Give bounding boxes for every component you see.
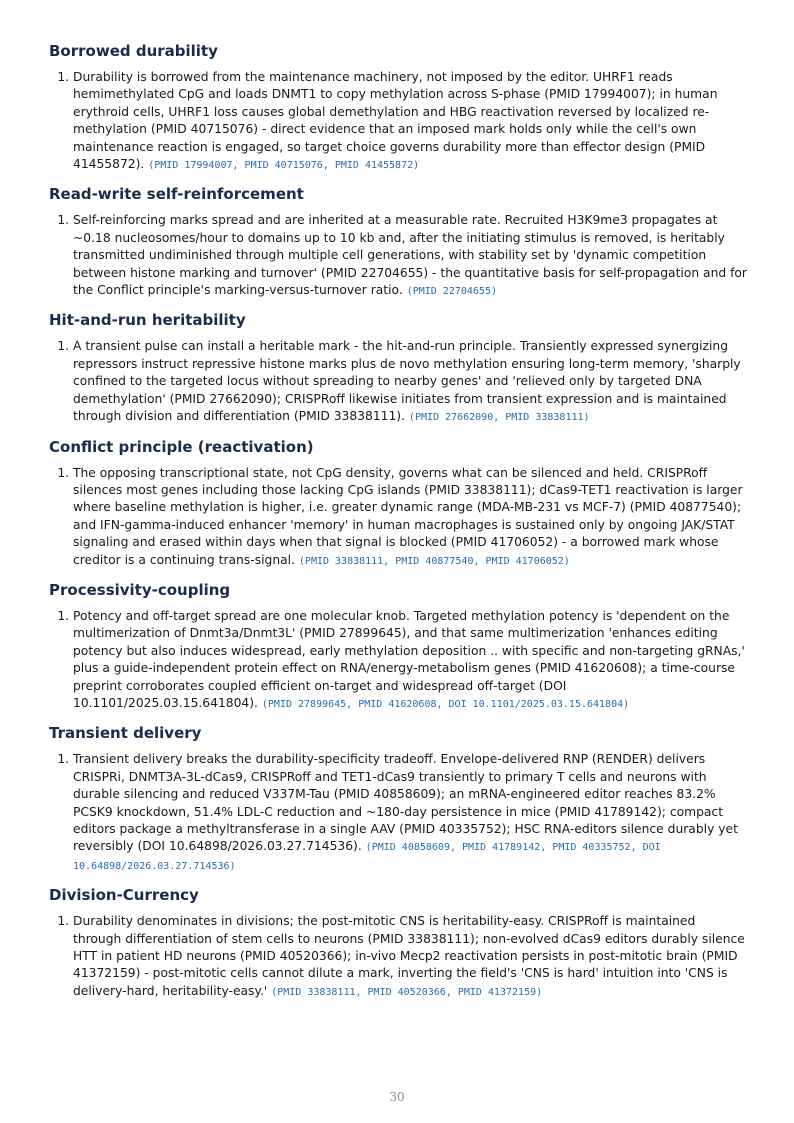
citation: (PMID 33838111, PMID 40520366, PMID 41372159) <box>271 986 543 998</box>
numbered-list <box>49 751 747 875</box>
item-text: A transient pulse can install a heritable mark - the hit-and-run principle. Transiently expressed synergizing repressors instruct repressive histone marks plus de novo methylation ensuring long-term memory, 'sharply confined to the targeted locus without spreading to nearby genes' and 'relieved only by targeted DNA demethylation' (PMID 27662090); CRISPRoff likewise initiates from transient expression and is maintained through division and differentiation (PMID 33838111). <box>73 339 741 424</box>
citation: (PMID 40858609, PMID 41789142, PMID 40335752, DOI 10.64898/2026.03.27.714536) <box>73 842 661 872</box>
section-heading: Read-write self-reinforcement <box>49 185 304 204</box>
section-transient-delivery <box>49 722 747 875</box>
section-heading: Borrowed durability <box>49 42 218 60</box>
item-text: Potency and off-target spread are one molecular knob. Targeted methylation potency is 'dependent on the multimerization of Dnmt3a/Dnmt3L' (PMID 27899645), and that same multimerization 'enhances editing potency but also induces widespread, early methylation deposition .. with specific and non-targeting gRNAs,' plus a guide-independent protein effect on RNA/energy-metabolism genes (PMID 41620608); a time-course preprint corroborates coupled efficient on-target and widespread off-target (DOI 10.1101/2025.03.15.641804). <box>73 608 745 710</box>
section-heading: Hit-and-run heritability <box>49 311 246 330</box>
section-heading: Conflict principle (reactivation) <box>49 437 314 456</box>
numbered-list <box>49 338 747 426</box>
list-item <box>73 608 747 713</box>
list-item <box>73 751 747 875</box>
item-text: Durability denominates in divisions; the post-mitotic CNS is heritability-easy. CRISPRoff is maintained through differentiation of stem cells to neurons (PMID 33838111); non-evolved dCas9 editors durably silence HTT in patient HD neurons (PMID 40520366); in-vivo Mecp2 reactivation persists in post-mitotic brain (PMID 41372159) - post-mitotic cells cannot dilute a mark, inverting the field's 'CNS is hard' intuition into 'CNS is delivery-hard, heritability-easy.' <box>73 914 745 998</box>
section-read-write-self-reinforcement <box>49 183 747 300</box>
numbered-list <box>49 69 747 174</box>
numbered-list <box>49 608 747 713</box>
page-number: 30 <box>389 1090 405 1104</box>
citation: (PMID 33838111, PMID 40877540, PMID 41706052) <box>298 555 570 567</box>
document-page <box>49 40 747 1010</box>
citation: (PMID 17994007, PMID 40715076, PMID 41455872) <box>148 160 420 172</box>
item-text: The opposing transcriptional state, not CpG density, governs what can be silenced and held. CRISPRoff silences most genes including those lacking CpG islands (PMID 33838111); dCas9-TET1 reactivation is larger where baseline methylation is higher, i.e. greater dynamic range (MDA-MB-231 vs MCF-7) (PMID 40877540); and IFN-gamma-induced enhancer 'memory' in human macrophages is sustained only by ongoing JAK/STAT signaling and erased within days when that signal is blocked (PMID 41706052) - a borrowed mark whose creditor is a continuing trans-signal. <box>73 465 743 567</box>
list-item <box>73 913 747 1001</box>
section-hit-and-run-heritability <box>49 309 747 426</box>
item-text: Self-reinforcing marks spread and are inherited at a measurable rate. Recruited H3K9me3 propagates at ~0.18 nucleosomes/hour to domains up to 10 kb and, after the initiating stimulus is removed, is heritably transmitted undiminished through multiple cell generations, with stability set by 'dynamic competition between histone marking and turnover' (PMID 22704655) - the quantitative basis for self-propagation and for the Conflict principle's marking-versus-turnover ratio. <box>73 213 747 298</box>
list-item <box>73 69 747 174</box>
item-text: Transient delivery breaks the durability-specificity tradeoff. Envelope-delivered RNP (RENDER) delivers CRISPRi, DNMT3A-3L-dCas9, CRISPRoff and TET1-dCas9 transiently to primary T cells and neurons with durable silencing and reduced V337M-Tau (PMID 40858609); an mRNA-engineered editor reaches 83.2% PCSK9 knockdown, 51.4% LDL-C reduction and ~180-day persistence in mice (PMID 41789142); compact editors package a methyltransferase in a single AAV (PMID 40335752); HSC RNA-editors silence durably yet reversibly (DOI 10.64898/2026.03.27.714536). <box>73 752 738 854</box>
list-item <box>73 338 747 426</box>
section-heading: Processivity-coupling <box>49 580 231 599</box>
citation: (PMID 27662090, PMID 33838111) <box>408 412 590 424</box>
section-heading: Division-Currency <box>49 886 199 905</box>
numbered-list <box>49 913 747 1001</box>
section-heading: Transient delivery <box>49 724 202 743</box>
list-item <box>73 212 747 300</box>
list-item <box>73 465 747 570</box>
section-borrowed-durability <box>49 40 747 174</box>
section-conflict-principle <box>49 436 747 570</box>
citation: (PMID 22704655) <box>406 286 497 298</box>
section-division-currency <box>49 884 747 1001</box>
numbered-list <box>49 465 747 570</box>
item-text: Durability is borrowed from the maintenance machinery, not imposed by the editor. UHRF1 reads hemimethylated CpG and loads DNMT1 to copy methylation across S-phase (PMID 17994007); in human erythroid cells, UHRF1 loss causes global demethylation and HBG reactivation reversed by localized re-methylation (PMID 40715076) - direct evidence that an imposed mark holds only while the cell's own maintenance reaction is engaged, so target choice governs durability more than effector design (PMID 41455872). <box>73 70 718 172</box>
numbered-list <box>49 212 747 300</box>
section-processivity-coupling <box>49 579 747 713</box>
citation: (PMID 27899645, PMID 41620608, DOI 10.1101/2025.03.15.641804) <box>261 698 630 710</box>
